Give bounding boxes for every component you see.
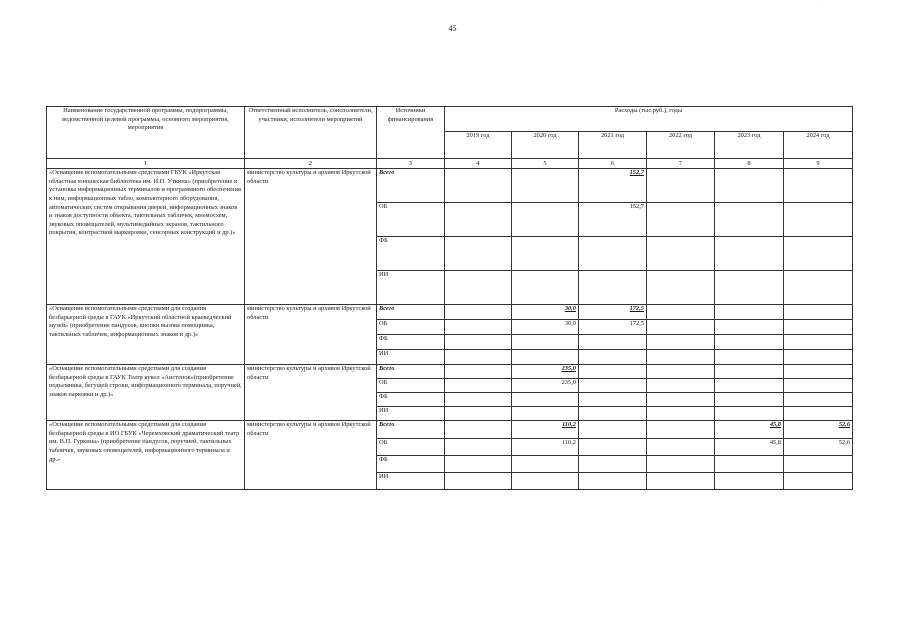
amount-cell bbox=[512, 407, 579, 421]
column-number: 9 bbox=[784, 159, 853, 169]
amount-cell bbox=[512, 335, 579, 350]
amount-cell bbox=[579, 365, 647, 379]
amount-cell bbox=[579, 473, 647, 490]
amount-cell bbox=[647, 421, 715, 439]
amount-cell bbox=[445, 203, 512, 237]
column-number: 8 bbox=[715, 159, 784, 169]
amount-cell bbox=[784, 169, 853, 203]
funding-source-ii: ИИ bbox=[377, 473, 445, 490]
funding-source-ii: ИИ bbox=[377, 271, 445, 305]
amount-cell bbox=[715, 456, 784, 473]
amount-cell bbox=[647, 365, 715, 379]
amount-cell bbox=[784, 379, 853, 393]
amount-cell bbox=[784, 365, 853, 379]
amount-cell bbox=[647, 473, 715, 490]
amount-cell bbox=[579, 335, 647, 350]
amount-cell bbox=[647, 379, 715, 393]
amount-cell bbox=[579, 271, 647, 305]
amount-cell bbox=[512, 169, 579, 203]
amount-cell bbox=[445, 421, 512, 439]
funding-source-ob: ОБ bbox=[377, 379, 445, 393]
executor: министерство культуры и архивов Иркутской области bbox=[245, 305, 377, 365]
amount-cell bbox=[647, 237, 715, 271]
amount-cell: 172,5 bbox=[579, 320, 647, 335]
amount-cell bbox=[445, 393, 512, 407]
amount-cell bbox=[647, 407, 715, 421]
activity-name: «Оснащение вспомогательными средствами для создания безбарьерной среды в ГАУК «Иркутский областной краеведческий музей» (приобретение пандусов, кнопки вызова помощника, тактильных табличек, информационных знаков и др.)» bbox=[47, 305, 245, 365]
amount-cell bbox=[784, 203, 853, 237]
activity-name: «Оснащение вспомогательными средствами для создания безбарьерной среды в ИО ГБУК «Черемховский драматический театр им. В.П. Гуркина» (приобретение пандусов, поручней, тактильных табличек, звуковых оповещателей, информационного терминала и др.» bbox=[47, 421, 245, 490]
activity-name: «Оснащение вспомогательными средствами для создания безбарьерной среды в ГАУК Театр кукол «Аистенок»(приобретение подъемника, бегущей строки, информационного терминала, поручней, знаков парковки и др.)» bbox=[47, 365, 245, 421]
funding-source-total: Всего bbox=[377, 421, 445, 439]
amount-cell bbox=[647, 439, 715, 456]
amount-cell: 110,2 bbox=[512, 421, 579, 439]
amount-cell bbox=[784, 237, 853, 271]
funding-source-fb: ФБ bbox=[377, 237, 445, 271]
amount-cell bbox=[579, 350, 647, 365]
amount-cell: 235,0 bbox=[512, 365, 579, 379]
amount-cell bbox=[715, 407, 784, 421]
amount-cell bbox=[579, 237, 647, 271]
amount-cell bbox=[784, 393, 853, 407]
amount-cell bbox=[512, 350, 579, 365]
amount-cell bbox=[647, 203, 715, 237]
funding-source-total: Всего bbox=[377, 305, 445, 320]
amount-cell bbox=[445, 271, 512, 305]
amount-cell bbox=[784, 473, 853, 490]
amount-cell bbox=[445, 169, 512, 203]
amount-cell bbox=[445, 439, 512, 456]
header-year: 2020 год bbox=[512, 132, 579, 159]
table-row bbox=[47, 305, 853, 320]
amount-cell: 30,0 bbox=[512, 320, 579, 335]
amount-cell bbox=[784, 320, 853, 335]
amount-cell bbox=[715, 203, 784, 237]
funding-source-ii: ИИ bbox=[377, 350, 445, 365]
amount-cell bbox=[784, 335, 853, 350]
amount-cell bbox=[715, 365, 784, 379]
amount-cell bbox=[715, 335, 784, 350]
amount-cell bbox=[445, 365, 512, 379]
amount-cell bbox=[579, 456, 647, 473]
amount-cell bbox=[647, 169, 715, 203]
amount-cell bbox=[445, 473, 512, 490]
amount-cell: 110,2 bbox=[512, 439, 579, 456]
executor: министерство культуры и архивов Иркутской области bbox=[245, 169, 377, 305]
header-year: 2023 год bbox=[715, 132, 784, 159]
amount-cell bbox=[715, 305, 784, 320]
column-number: 1 bbox=[47, 159, 245, 169]
funding-source-ii: ИИ bbox=[377, 407, 445, 421]
funding-source-fb: ФБ bbox=[377, 456, 445, 473]
amount-cell bbox=[647, 350, 715, 365]
amount-cell bbox=[715, 473, 784, 490]
table-row bbox=[47, 365, 853, 379]
amount-cell bbox=[512, 473, 579, 490]
column-number: 5 bbox=[512, 159, 579, 169]
amount-cell bbox=[445, 320, 512, 335]
amount-cell bbox=[512, 237, 579, 271]
amount-cell bbox=[647, 320, 715, 335]
amount-cell bbox=[512, 393, 579, 407]
amount-cell bbox=[445, 379, 512, 393]
header-year: 2019 год bbox=[445, 132, 512, 159]
page-number: 45 bbox=[448, 24, 457, 33]
header-expenses: Расходы (тыс.руб.), годы bbox=[445, 107, 853, 132]
funding-source-ob: ОБ bbox=[377, 203, 445, 237]
amount-cell bbox=[647, 456, 715, 473]
header-executor: Ответственный исполнитель, соисполнители, участники, исполнители мероприятий bbox=[245, 107, 377, 159]
amount-cell bbox=[512, 456, 579, 473]
amount-cell bbox=[647, 271, 715, 305]
amount-cell: 152,7 bbox=[579, 169, 647, 203]
amount-cell bbox=[579, 393, 647, 407]
amount-cell bbox=[784, 350, 853, 365]
amount-cell bbox=[579, 407, 647, 421]
amount-cell bbox=[715, 237, 784, 271]
amount-cell bbox=[647, 393, 715, 407]
amount-cell bbox=[579, 379, 647, 393]
amount-cell: 30,0 bbox=[512, 305, 579, 320]
funding-source-total: Всего bbox=[377, 365, 445, 379]
amount-cell bbox=[445, 407, 512, 421]
funding-source-fb: ФБ bbox=[377, 335, 445, 350]
amount-cell bbox=[715, 320, 784, 335]
scan-mark: · bbox=[818, 2, 820, 8]
funding-source-fb: ФБ bbox=[377, 393, 445, 407]
table-row bbox=[47, 169, 853, 203]
funding-source-ob: ОБ bbox=[377, 439, 445, 456]
amount-cell bbox=[579, 421, 647, 439]
header-funding-source: Источники финансирования bbox=[377, 107, 445, 159]
amount-cell bbox=[784, 305, 853, 320]
amount-cell bbox=[445, 456, 512, 473]
amount-cell bbox=[445, 350, 512, 365]
header-year: 2021 год bbox=[579, 132, 647, 159]
column-number: 3 bbox=[377, 159, 445, 169]
budget-table bbox=[46, 106, 853, 490]
amount-cell: 52,6 bbox=[784, 439, 853, 456]
amount-cell bbox=[512, 271, 579, 305]
amount-cell: 45,8 bbox=[715, 439, 784, 456]
funding-source-ob: ОБ bbox=[377, 320, 445, 335]
amount-cell bbox=[647, 305, 715, 320]
amount-cell bbox=[784, 407, 853, 421]
amount-cell bbox=[579, 439, 647, 456]
amount-cell: 172,5 bbox=[579, 305, 647, 320]
amount-cell: 235,0 bbox=[512, 379, 579, 393]
executor: министерство культуры и архивов Иркутской области bbox=[245, 421, 377, 490]
amount-cell bbox=[715, 379, 784, 393]
amount-cell bbox=[647, 335, 715, 350]
table-row bbox=[47, 421, 853, 439]
header-year: 2022 год bbox=[647, 132, 715, 159]
column-number: 6 bbox=[579, 159, 647, 169]
executor: министерство культуры и архивов Иркутской области bbox=[245, 365, 377, 421]
amount-cell: 152,7 bbox=[579, 203, 647, 237]
amount-cell bbox=[715, 350, 784, 365]
header-year: 2024 год bbox=[784, 132, 853, 159]
amount-cell: 52,6 bbox=[784, 421, 853, 439]
amount-cell bbox=[715, 393, 784, 407]
amount-cell bbox=[445, 305, 512, 320]
amount-cell bbox=[445, 237, 512, 271]
activity-name: «Оснащение вспомогательными средствами ГБУК «Иркутская областная юношеская библиотека им. И.П. Уткина» (приобретение и установка информационных терминалов и программного обеспечения к ним, информационных табло, компьютерного оборудования, автоматических систем открывания дверей, информационных знаков и знаков доступности объекта, тактильных табличек, мнемосхем, звуковых оповещателей, мультимедийных экранов, тактильного покрытия, контрастной маркировки, сенсорных конструкций и др.)» bbox=[47, 169, 245, 305]
amount-cell: 45,8 bbox=[715, 421, 784, 439]
amount-cell bbox=[715, 169, 784, 203]
amount-cell bbox=[784, 456, 853, 473]
header-program-name: Наименование государственной программы, подпрограммы, ведомственной целевой программы, основного мероприятия, мероприятия bbox=[47, 107, 245, 159]
amount-cell bbox=[445, 335, 512, 350]
column-number: 2 bbox=[245, 159, 377, 169]
funding-source-total: Всего bbox=[377, 169, 445, 203]
column-number: 7 bbox=[647, 159, 715, 169]
amount-cell bbox=[512, 203, 579, 237]
amount-cell bbox=[784, 271, 853, 305]
column-number: 4 bbox=[445, 159, 512, 169]
amount-cell bbox=[715, 271, 784, 305]
